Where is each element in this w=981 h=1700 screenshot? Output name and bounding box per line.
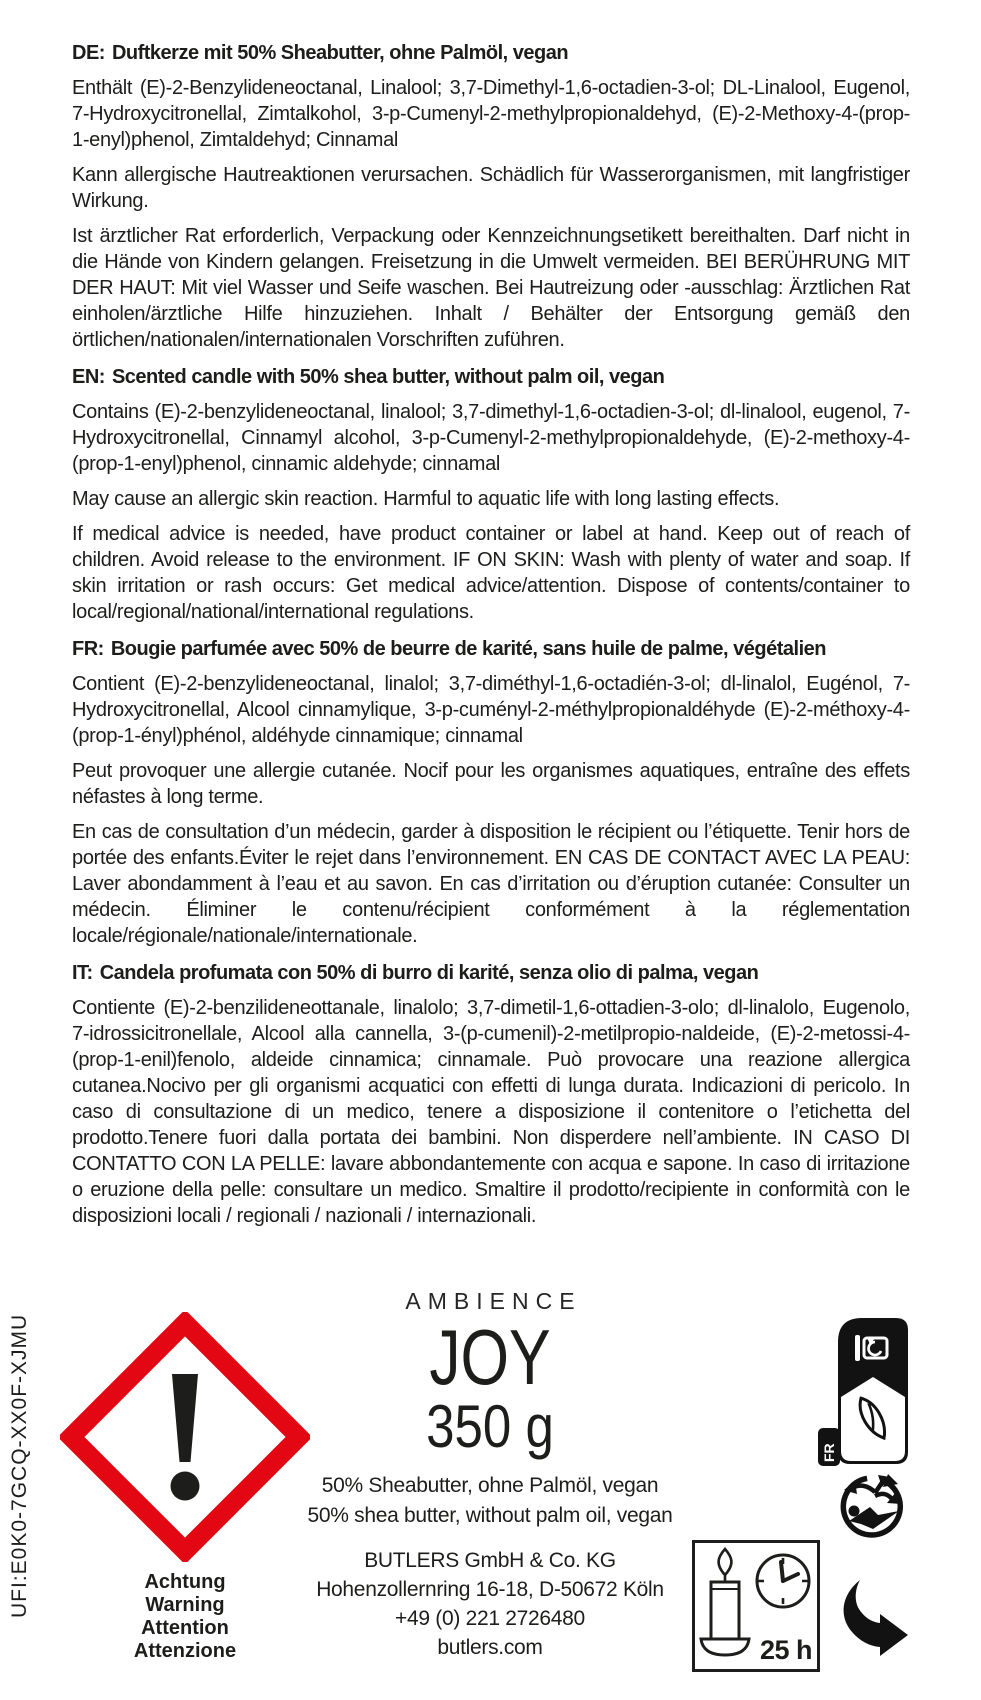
company-name: BUTLERS GmbH & Co. KG: [364, 1549, 616, 1572]
candle-icon: [701, 1549, 749, 1655]
paragraph-de-precaution: Ist ärztlicher Rat erforderlich, Verpackung oder Kennzeichnungsetikett bereithalten. Darf nicht in die Hände von Kindern gelangen. Freisetzung in die Umwelt vermeiden. BEI BERÜHRUNG MIT DER HAUT: Mit viel Wasser und Seife waschen. Bei Hautreizung oder -ausschlag: Ärztlichen Rat einholen/ärztliche Hilfe hinzuziehen. Inhalt / Behälter der Entsorgung gemäß den örtlichen/nationalen/internationalen Vorschriften zuführen.: [72, 225, 910, 351]
lang-prefix-en: EN:: [72, 366, 105, 388]
company-phone: +49 (0) 221 2726480: [395, 1607, 585, 1630]
heading-text-fr: Bougie parfumée avec 50% de beurre de karité, sans huile de palme, végétalien: [110, 638, 826, 660]
burn-time-box: [692, 1540, 820, 1672]
heading-text-it: Candela profumata con 50% di burro di karité, senza olio di palma, vegan: [99, 962, 759, 984]
paragraph-fr-hazard: Peut provoquer une allergie cutanée. Nocif pour les organismes aquatiques, entraîne des effets néfastes à long terme.: [72, 760, 910, 808]
paragraph-en-hazard: May cause an allergic skin reaction. Harmful to aquatic life with long lasting effects.: [72, 488, 780, 510]
paragraph-de-contains: Enthält (E)-2-Benzylideneoctanal, Linalool; 3,7-Dimethyl-1,6-octadien-3-ol; DL-Linalool, Eugenol, 7-Hydroxycitronellal, Zimtalkohol, 3-p-Cumenyl-2-methylpropionaldehyd, (E)-2-Methoxy-4-(prop-1-enyl)phenol, Zimtaldehyd; Cinnamal: [72, 77, 910, 151]
section-heading-fr: [72, 636, 910, 662]
section-heading-it: [72, 960, 910, 986]
signal-word-de: Achtung: [144, 1571, 226, 1593]
signal-word-en: Warning: [145, 1594, 225, 1616]
company-website: butlers.com: [437, 1636, 543, 1659]
ufi-code: UFI:E0K0-7GCQ-XX0F-XJMU: [8, 1313, 31, 1618]
paragraph-en-precaution: If medical advice is needed, have product container or label at hand. Keep out of reach of children. Avoid release to the environment. IF ON SKIN: Wash with plenty of water and soap. If skin irritation or rash occurs: Get medical advice/attention. Dispose of contents/container to local/regional/national/international regulations.: [72, 523, 910, 623]
product-claims: [255, 1471, 725, 1531]
paragraph-fr-contains: Contient (E)-2-benzylideneoctanal, linalol; 3,7-diméthyl-1,6-octadién-3-ol; dl-linalol, Eugénol, 7-Hydroxycitronellal, Alcool cinnamylique, 3-p-cuményl-2-méthylpropionaldéhyde (E)-2-méthoxy-4-(prop-1-ényl)phénol, aldéhyde cinnamique; cinnamal: [72, 673, 910, 747]
product-info: [255, 1288, 725, 1662]
claim-de: 50% Sheabutter, ohne Palmöl, vegan: [321, 1474, 659, 1497]
curved-arrow-icon: [836, 1578, 910, 1656]
burn-time-value: 25 h: [759, 1635, 812, 1665]
heading-text-en: Scented candle with 50% shea butter, without palm oil, vegan: [111, 366, 665, 388]
lang-prefix-de: DE:: [72, 42, 105, 64]
product-name: JOY: [429, 1313, 551, 1401]
company-block: [255, 1546, 725, 1662]
clock-icon: [757, 1555, 809, 1607]
lang-prefix-fr: FR:: [72, 638, 104, 660]
info-tri-fr-icon: [818, 1316, 910, 1466]
paragraph-en-contains: Contains (E)-2-benzylideneoctanal, linalool; 3,7-dimethyl-1,6-octadien-3-ol; dl-linalool, eugenol, 7-Hydroxycitronellal, Cinnamyl alcohol, 3-p-Cumenyl-2-methylpropionaldehyde, (E)-2-methoxy-4-(prop-1-enyl)phenol, cinnamic aldehyde; cinnamal: [72, 401, 910, 475]
signal-word-fr: Attention: [141, 1617, 229, 1639]
paragraph-de-hazard: Kann allergische Hautreaktionen verursachen. Schädlich für Wasserorganismen, mit langfristiger Wirkung.: [72, 164, 910, 212]
triman-head: [849, 1506, 860, 1517]
lang-prefix-it: IT:: [72, 962, 93, 984]
paragraph-it-full: Contiente (E)-2-benzilideneottanale, linalolo; 3,7-dimetil-1,6-ottadien-3-olo; dl-linalolo, Eugenolo, 7-idrossicitronellale, Alcool alla cannella, 3-(p-cumenil)-2-metilpropio-naldeide, (E)-2-metossi-4-(prop-1-enil)fenolo, aldeide cinnamica; cinnamale. Può provocare una reazione allergica cutanea.Nocivo per gli organismi acquatici con effetti di lunga durata. Indicazioni di pericolo. In caso di consultazione di un medico, tenere a disposizione il contenitore o l’etichetta del prodotto.Tenere fuori dalla portata dei bambini. Non disperdere nell’ambiente. IN CASO DI CONTATTO CON LA PELLE: lavare abbondantemente con acqua e sapone. In caso di irritazione o eruzione della pelle: consultare un medico. Smaltire il prodotto/recipiente in conformità con le disposizioni locali / regionali / nazionali / internazionali.: [72, 997, 910, 1227]
company-address: Hohenzollernring 16-18, D-50672 Köln: [316, 1578, 664, 1601]
signal-word-it: Attenzione: [133, 1640, 237, 1662]
collection-name: AMBIENCE: [405, 1288, 582, 1314]
triman-icon: [837, 1471, 907, 1541]
claim-en: 50% shea butter, without palm oil, vegan: [307, 1504, 673, 1527]
fr-tab-label: FR: [821, 1443, 837, 1462]
heading-text-de: Duftkerze mit 50% Sheabutter, ohne Palmöl, vegan: [111, 42, 569, 64]
section-heading-en: [72, 364, 910, 390]
hazard-text-block: [72, 40, 910, 1229]
section-heading-de: [72, 40, 910, 66]
paragraph-fr-precaution: En cas de consultation d’un médecin, garder à disposition le récipient ou l’étiquette. Tenir hors de portée des enfants.Éviter le rejet dans l’environnement. EN CAS DE CONTACT AVEC LA PEAU: Laver abondamment à l’eau et au savon. En cas d’irritation ou d’éruption cutanée: Consulter un médecin. Éliminer le contenu/récipient conformément à la réglementation locale/régionale/nationale/internationale.: [72, 821, 910, 947]
product-weight: 350 g: [426, 1393, 554, 1460]
